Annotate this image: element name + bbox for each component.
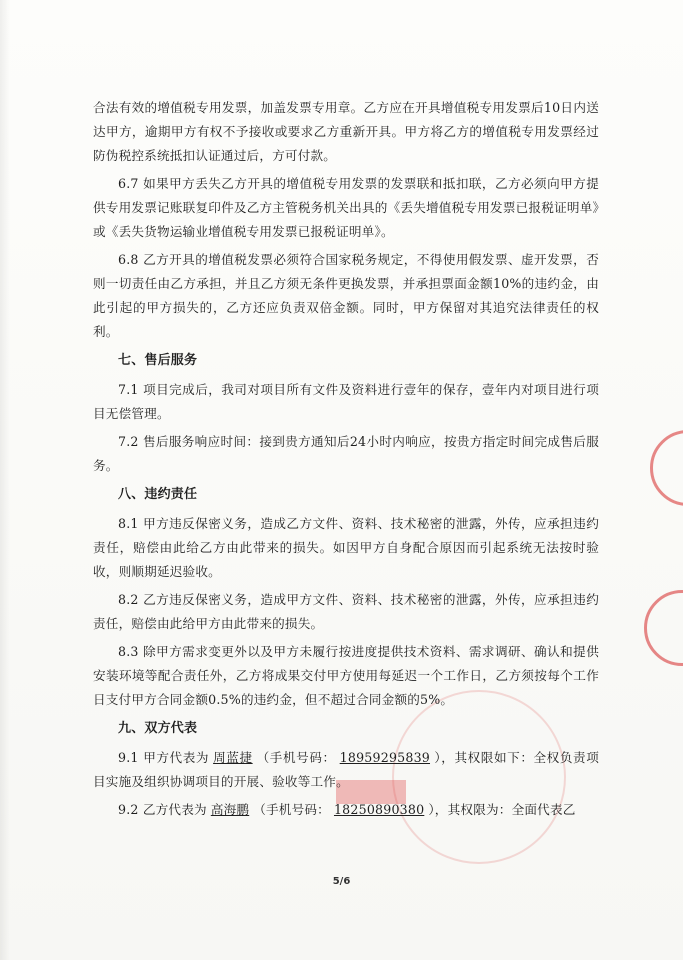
section-9-heading: 九、双方代表 <box>118 721 198 736</box>
section-8-heading: 八、违约责任 <box>118 487 198 502</box>
paragraph-8-1: 8.1 甲方违反保密义务，造成乙方文件、资料、技术秘密的泄露，外传，应承担违约责任，赔偿由此给乙方由此带来的损失。如因甲方自身配合原因而引起系统无法按时验收，则顺期延迟验收。 <box>93 516 599 579</box>
text-fragment: ），其权限为：全面代表乙 <box>428 802 576 817</box>
page-number: 5/6 <box>332 876 351 887</box>
scan-edge-shadow <box>0 0 10 960</box>
paragraph-6-7: 6.7 如果甲方丢失乙方开具的增值税专用发票的发票联和抵扣联，乙方必须向甲方提供专用发票记账联复印件及乙方主管税务机关出具的《丢失增值税专用发票已报税证明单》或《丢失货物运输业增值税专用发票已报税证明单》。 <box>93 176 599 239</box>
contract-body <box>93 96 599 826</box>
text-fragment: （手机号码： <box>256 750 336 765</box>
paragraph-7-2: 7.2 售后服务响应时间：接到贵方通知后24小时内响应，按贵方指定时间完成售后服务。 <box>93 434 599 473</box>
text-fragment: ），其权限如下：全权负责项目实施及组织协调项目的开展、验收等工作。 <box>93 750 599 789</box>
edge-seal-top <box>650 430 683 506</box>
party-b-rep-name: 高海鹏 <box>210 802 250 817</box>
text-fragment: 9.2 乙方代表为 <box>118 802 207 817</box>
text-fragment: （手机号码： <box>253 802 330 817</box>
section-7-heading: 七、售后服务 <box>118 353 198 368</box>
paragraph-9-2 <box>93 798 599 822</box>
text-fragment: 9.1 甲方代表为 <box>118 750 210 765</box>
paragraph-8-3: 8.3 除甲方需求变更外以及甲方未履行按进度提供技术资料、需求调研、确认和提供安装环境等配合责任外，乙方将成果交付甲方使用每延迟一个工作日，乙方须按每个工作日支付甲方合同金额0.5%的违约金，但不超过合同金额的5%。 <box>93 644 599 707</box>
paragraph-invoice: 合法有效的增值税专用发票，加盖发票专用章。乙方应在开具增值税专用发票后10日内送达甲方，逾期甲方有权不予接收或要求乙方重新开具。甲方将乙方的增值税专用发票经过防伪税控系统抵扣认证通过后，方可付款。 <box>93 100 599 163</box>
paragraph-7-1: 7.1 项目完成后，我司对项目所有文件及资料进行壹年的保存，壹年内对项目进行项目无偿管理。 <box>93 382 599 421</box>
party-b-phone: 18250890380 <box>333 802 425 817</box>
paragraph-6-8: 6.8 乙方开具的增值税发票必须符合国家税务规定，不得使用假发票、虚开发票，否则一切责任由乙方承担，并且乙方须无条件更换发票，并承担票面金额10%的违约金，由此引起的甲方损失的，乙方还应负责双倍金额。同时，甲方保留对其追究法律责任的权利。 <box>93 252 599 339</box>
edge-seal-bottom <box>644 590 683 666</box>
party-a-phone: 18959295839 <box>339 750 431 765</box>
paragraph-8-2: 8.2 乙方违反保密义务，造成甲方文件、资料、技术秘密的泄露，外传，应承担违约责任，赔偿由此给甲方由此带来的损失。 <box>93 592 599 631</box>
paragraph-9-1 <box>93 746 599 794</box>
party-a-rep-name: 周蓝捷 <box>213 750 253 765</box>
